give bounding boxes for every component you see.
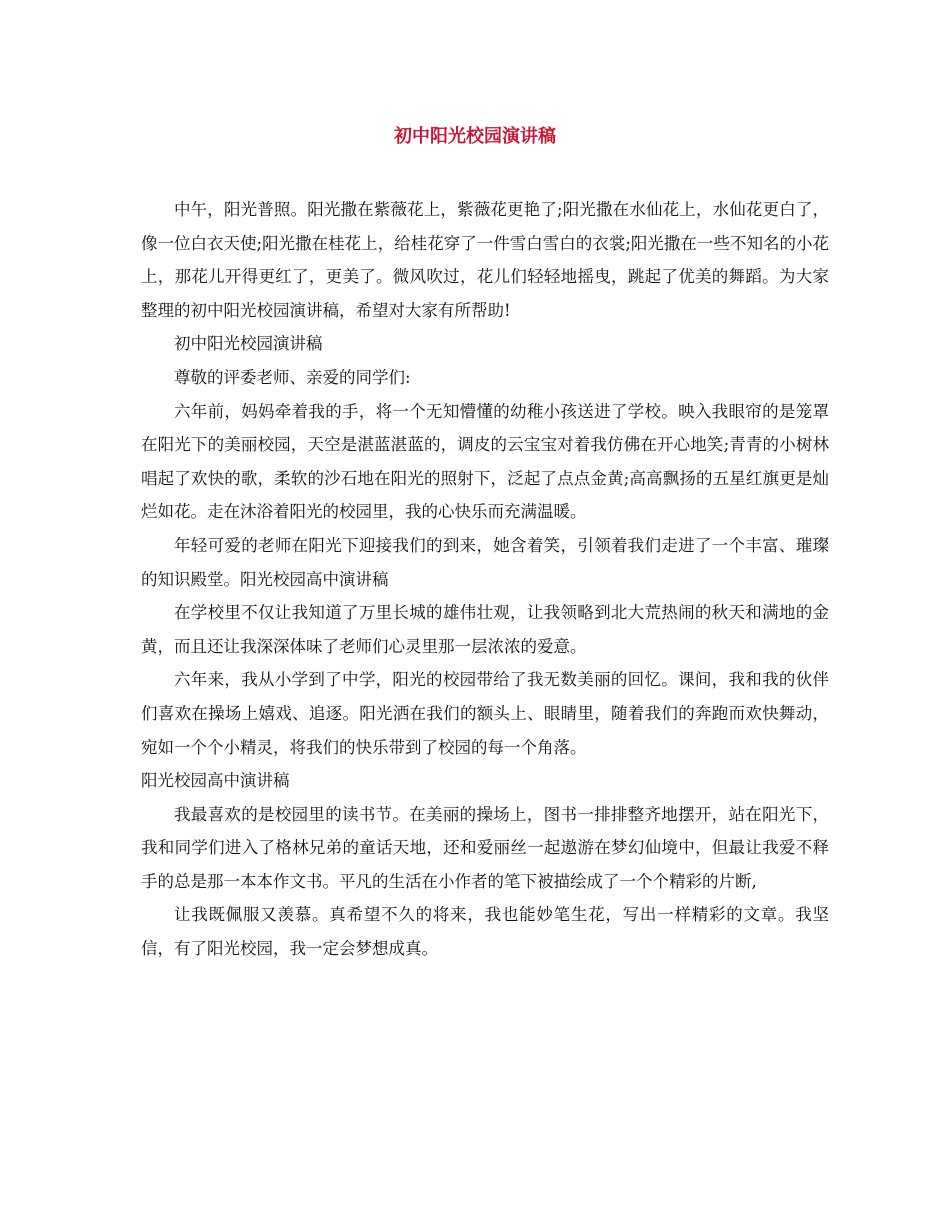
- paragraph-greeting: 尊敬的评委老师、亲爱的同学们:: [174, 367, 411, 387]
- paragraph-inline-heading: 阳光校园高中演讲稿: [141, 771, 290, 791]
- paragraph-body: 六年来，我从小学到了中学，阳光的校园带给了我无数美丽的回忆。课间，我和我的伙伴们喜欢在操场上嬉戏、追逐。阳光洒在我们的额头上、眼睛里，随着我们的奔跑而欢快舞动，宛如一个个小精灵，将我们的快乐带到了校园的每一个角落。: [141, 670, 829, 757]
- paragraph-body: 六年前，妈妈牵着我的手，将一个无知懵懂的幼稚小孩送进了学校。映入我眼帘的是笼罩在阳光下的美丽校园，天空是湛蓝湛蓝的，调皮的云宝宝对着我仿佛在开心地笑;青青的小树林唱起了欢快的歌，柔软的沙石地在阳光的照射下，泛起了点点金黄;高高飘扬的五星红旗更是灿烂如花。走在沐浴着阳光的校园里，我的心快乐而充满温暖。: [141, 401, 829, 522]
- paragraph-intro: 中午，阳光普照。阳光撒在紫薇花上，紫薇花更艳了;阳光撒在水仙花上，水仙花更白了，像一位白衣天使;阳光撒在桂花上，给桂花穿了一件雪白雪白的衣裳;阳光撒在一些不知名的小花上，那花儿开得更红了，更美了。微风吹过，花儿们轻轻地摇曳，跳起了优美的舞蹈。为大家整理的初中阳光校园演讲稿，希望对大家有所帮助!: [141, 200, 829, 320]
- paragraph-subtitle: 初中阳光校园演讲稿: [174, 334, 323, 354]
- paragraph-body: 年轻可爱的老师在阳光下迎接我们的到来，她含着笑，引领着我们走进了一个丰富、璀璨的知识殿堂。阳光校园高中演讲稿: [141, 535, 829, 589]
- document-body: [141, 193, 829, 966]
- paragraph-body: 我最喜欢的是校园里的读书节。在美丽的操场上，图书一排排整齐地摆开，站在阳光下，我和同学们进入了格林兄弟的童话天地，还和爱丽丝一起遨游在梦幻仙境中，但最让我爱不释手的总是那一本本作文书。平凡的生活在小作者的笔下被描绘成了一个个精彩的片断,: [141, 804, 829, 891]
- page-title: 初中阳光校园演讲稿: [394, 126, 556, 147]
- paragraph-conclusion: 让我既佩服又羡慕。真希望不久的将来，我也能妙笔生花，写出一样精彩的文章。我坚信，有了阳光校园，我一定会梦想成真。: [141, 905, 829, 959]
- paragraph-body: 在学校里不仅让我知道了万里长城的雄伟壮观，让我领略到北大荒热闹的秋天和满地的金黄，而且还让我深深体味了老师们心灵里那一层浓浓的爱意。: [141, 603, 829, 656]
